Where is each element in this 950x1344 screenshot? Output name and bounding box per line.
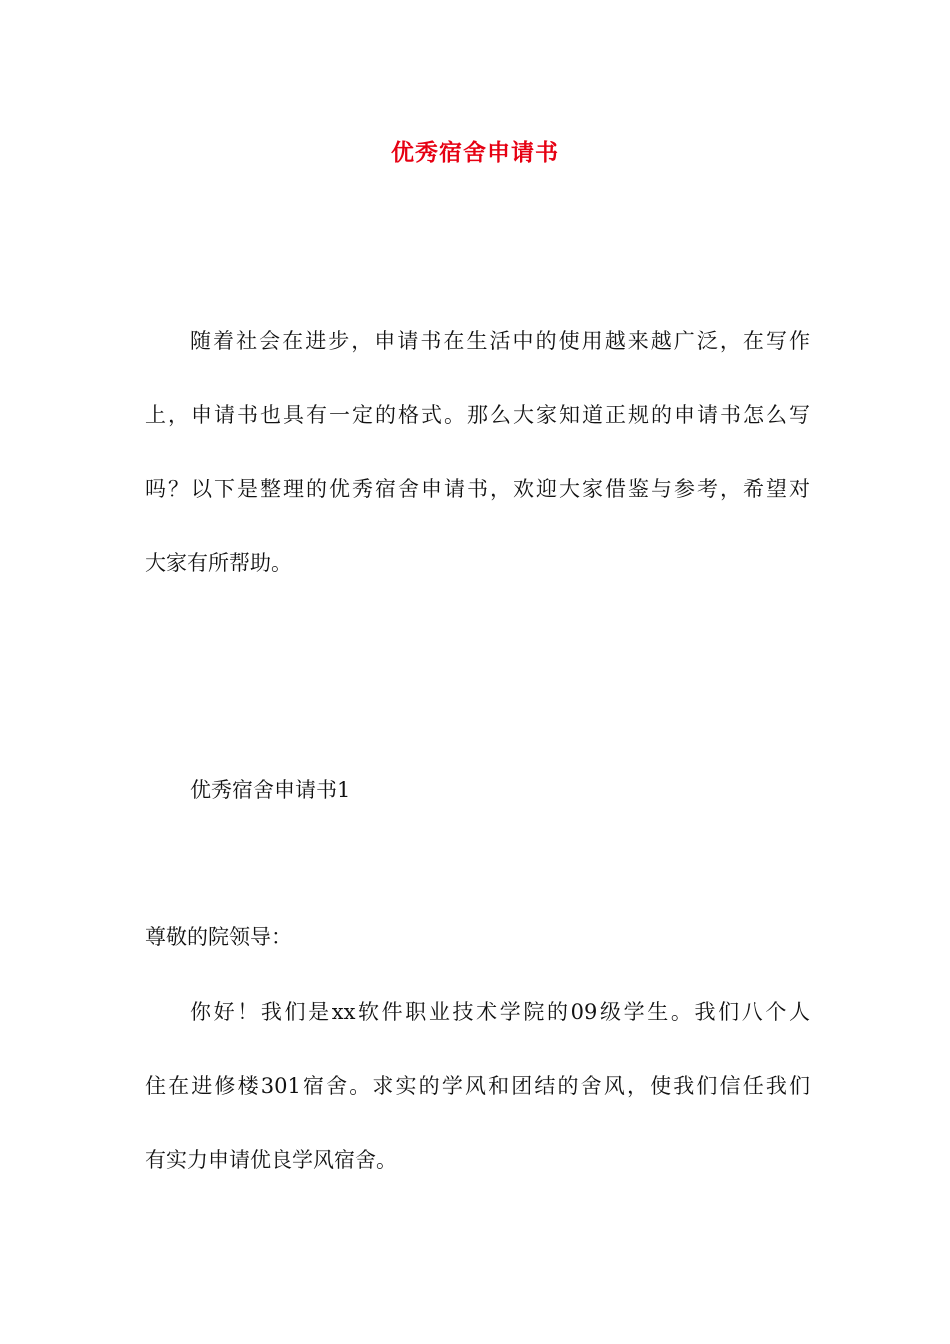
body-line-2: 住在进修楼301宿舍。求实的学风和团结的舍风，使我们信任我们 (145, 1074, 810, 1098)
intro-line-2: 上，申请书也具有一定的格式。那么大家知道正规的申请书怎么写 (145, 403, 810, 427)
document-title: 优秀宿舍申请书 (391, 140, 559, 166)
body-line-1: 你好！我们是xx软件职业技术学院的09级学生。我们八个人 (190, 1000, 810, 1024)
body-line-3: 有实力申请优良学风宿舍。 (145, 1148, 397, 1172)
intro-line-1: 随着社会在进步，申请书在生活中的使用越来越广泛，在写作 (190, 329, 810, 353)
intro-line-3: 吗？以下是整理的优秀宿舍申请书，欢迎大家借鉴与参考，希望对 (145, 477, 810, 501)
salutation: 尊敬的院领导： (145, 925, 292, 949)
section-heading: 优秀宿舍申请书1 (190, 778, 351, 802)
intro-line-4: 大家有所帮助。 (145, 551, 292, 575)
